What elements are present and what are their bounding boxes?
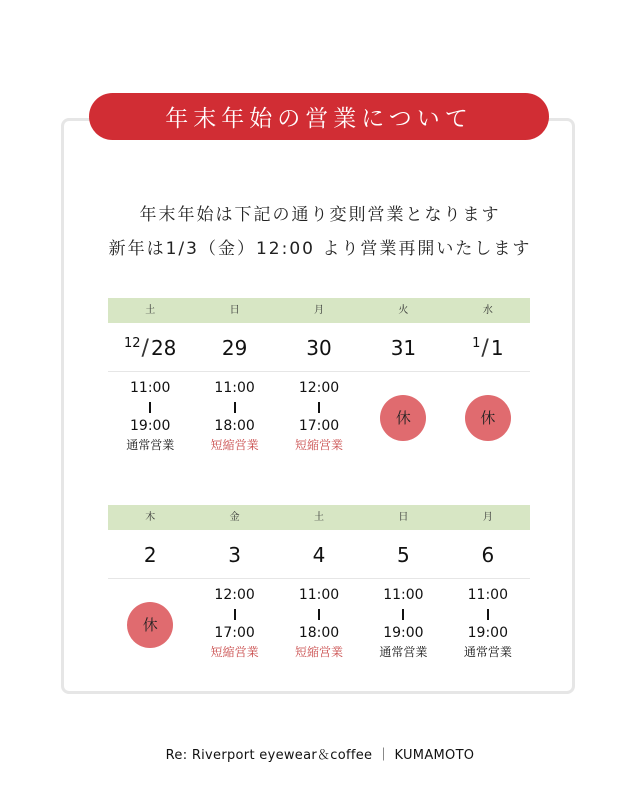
closed-badge: 休 [127, 602, 173, 648]
month-prefix: 12 [123, 336, 141, 351]
weekday-label: 月 [314, 305, 325, 316]
date-cell [277, 530, 361, 578]
close-time: 18:00 [298, 625, 340, 641]
date-row [108, 323, 530, 372]
time-divider [234, 402, 236, 413]
date-cell [361, 323, 445, 371]
close-time: 17:00 [298, 418, 340, 434]
status-label: 短縮営業 [210, 438, 259, 452]
weekday-label: 土 [314, 512, 325, 523]
weekday-label: 金 [229, 512, 240, 523]
time-divider [318, 402, 320, 413]
status-label: 通常営業 [463, 645, 512, 659]
date-cell [277, 323, 361, 371]
closed-badge: 休 [465, 395, 511, 441]
status-label: 通常営業 [379, 645, 428, 659]
date-cell [361, 530, 445, 578]
date-cell [108, 530, 192, 578]
date-number: 28 [150, 336, 177, 360]
time-divider [234, 609, 236, 620]
date-row [108, 530, 530, 579]
date-cell [192, 323, 276, 371]
open-time: 11:00 [467, 587, 508, 603]
hours-cell [108, 379, 192, 459]
open-time: 11:00 [214, 380, 255, 396]
close-time: 17:00 [214, 625, 255, 641]
hours-cell [277, 586, 361, 666]
close-time: 18:00 [214, 418, 255, 434]
month-prefix: 1 [472, 336, 481, 351]
time-divider [318, 609, 320, 620]
hours-cell [277, 379, 361, 459]
footer-credit: Re: Riverport eyewear＆coffee ｜ KUMAMOTO [165, 748, 475, 763]
hours-cell [361, 379, 445, 459]
weekday-label: 月 [482, 512, 493, 523]
date-number: 4 [312, 543, 326, 567]
hours-row [108, 372, 530, 459]
time-divider [402, 609, 404, 620]
date-number: 3 [228, 543, 241, 567]
open-time: 11:00 [130, 380, 171, 396]
weekday-label: 水 [482, 305, 493, 316]
hours-cell [108, 586, 192, 666]
close-time: 19:00 [383, 625, 424, 641]
weekday-header-row [108, 505, 530, 530]
hours-row [108, 579, 530, 666]
status-label: 通常営業 [126, 438, 175, 452]
hours-cell [446, 379, 530, 459]
status-label: 短縮営業 [210, 645, 259, 659]
date-cell [192, 530, 276, 578]
date-number: 30 [306, 336, 332, 360]
closed-badge: 休 [380, 395, 426, 441]
open-time: 12:00 [214, 587, 255, 603]
date-number: 29 [221, 336, 248, 360]
date-number: 5 [397, 543, 410, 567]
close-time: 19:00 [467, 625, 508, 641]
date-number: 6 [481, 543, 495, 567]
time-divider [149, 402, 151, 413]
date-number: 2 [143, 543, 157, 567]
weekday-label: 木 [145, 512, 156, 523]
intro-line-2: 新年は1/3（金）12:00 より営業再開いたします [108, 239, 532, 259]
week-table-1 [108, 298, 530, 459]
weekday-label: 火 [398, 305, 409, 316]
hours-cell [361, 586, 445, 666]
open-time: 12:00 [298, 380, 340, 396]
weekday-header-row [108, 298, 530, 323]
hours-cell [192, 586, 276, 666]
intro-line-1: 年末年始は下記の通り変則営業となります [139, 205, 501, 225]
date-number: 1 [490, 336, 504, 360]
weekday-label: 日 [229, 305, 240, 316]
open-time: 11:00 [383, 587, 424, 603]
weekday-label: 日 [398, 512, 409, 523]
close-time: 19:00 [130, 418, 171, 434]
date-slash: / [141, 336, 149, 361]
open-time: 11:00 [298, 587, 340, 603]
status-label: 短縮営業 [295, 645, 344, 659]
weekday-label: 土 [145, 305, 156, 316]
time-divider [487, 609, 489, 620]
date-cell [446, 323, 530, 371]
page-title: 年末年始の営業について [89, 93, 549, 140]
status-label: 短縮営業 [295, 438, 344, 452]
hours-cell [446, 586, 530, 666]
date-cell [108, 323, 192, 371]
date-number: 31 [390, 336, 417, 360]
date-cell [446, 530, 530, 578]
hours-cell [192, 379, 276, 459]
date-slash: / [481, 336, 489, 361]
week-table-2 [108, 505, 530, 666]
